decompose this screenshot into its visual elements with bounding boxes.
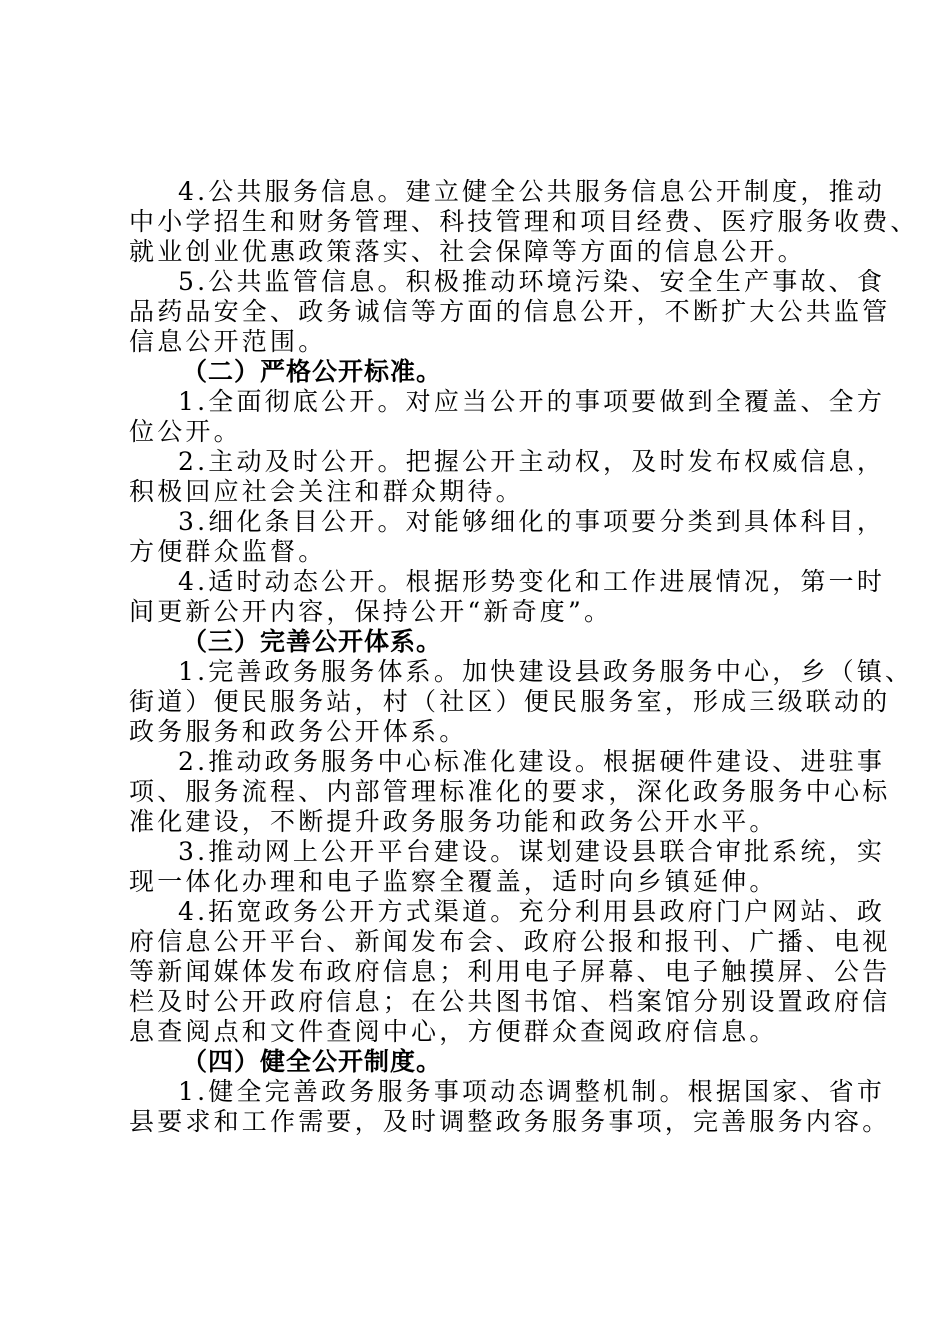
paragraph-line: 品药品安全、政务诚信等方面的信息公开，不断扩大公共监管 <box>129 297 891 326</box>
paragraph-line: 间更新公开内容，保持公开“新奇度”。 <box>129 597 613 626</box>
paragraph-line: 项、服务流程、内部管理标准化的要求，深化政务服务中心标 <box>129 777 891 806</box>
paragraph-line: 2.推动政务服务中心标准化建设。根据硬件建设、进驻事 <box>178 747 886 776</box>
paragraph-line: 4.拓宽政务公开方式渠道。充分利用县政府门户网站、政 <box>178 897 886 926</box>
paragraph-line: 准化建设，不断提升政务服务功能和政务公开水平。 <box>129 807 778 836</box>
paragraph-line: 现一体化办理和电子监察全覆盖，适时向乡镇延伸。 <box>129 867 778 896</box>
paragraph-line: 1.完善政务服务体系。加快建设县政务服务中心，乡（镇、 <box>178 657 914 686</box>
paragraph-line: 3.推动网上公开平台建设。谋划建设县联合审批系统，实 <box>178 837 886 866</box>
section-heading: （四）健全公开制度。 <box>182 1047 443 1076</box>
section-heading: （二）严格公开标准。 <box>182 357 443 386</box>
paragraph-line: 4.公共服务信息。建立健全公共服务信息公开制度，推动 <box>178 177 886 206</box>
paragraph-line: 府信息公开平台、新闻发布会、政府公报和报刊、广播、电视 <box>129 927 891 956</box>
paragraph-line: 县要求和工作需要，及时调整政务服务事项，完善服务内容。 <box>129 1107 891 1136</box>
paragraph-line: 信息公开范围。 <box>129 327 327 356</box>
paragraph-line: 等新闻媒体发布政府信息；利用电子屏幕、电子触摸屏、公告 <box>129 957 891 986</box>
paragraph-line: 政务服务和政务公开体系。 <box>129 717 468 746</box>
paragraph-line: 1.健全完善政务服务事项动态调整机制。根据国家、省市 <box>178 1077 886 1106</box>
paragraph-line: 2.主动及时公开。把握公开主动权，及时发布权威信息， <box>178 447 886 476</box>
paragraph-line: 5.公共监管信息。积极推动环境污染、安全生产事故、食 <box>178 267 886 296</box>
paragraph-line: 积极回应社会关注和群众期待。 <box>129 477 524 506</box>
paragraph-line: 位公开。 <box>129 417 242 446</box>
paragraph-line: 3.细化条目公开。对能够细化的事项要分类到具体科目， <box>178 507 886 536</box>
paragraph-line: 息查阅点和文件查阅中心，方便群众查阅政府信息。 <box>129 1017 778 1046</box>
paragraph-line: 栏及时公开政府信息；在公共图书馆、档案馆分别设置政府信 <box>129 987 891 1016</box>
paragraph-line: 方便群众监督。 <box>129 537 327 566</box>
paragraph-line: 中小学招生和财务管理、科技管理和项目经费、医疗服务收费、 <box>129 207 919 236</box>
paragraph-line: 4.适时动态公开。根据形势变化和工作进展情况，第一时 <box>178 567 886 596</box>
paragraph-line: 街道）便民服务站，村（社区）便民服务室，形成三级联动的 <box>129 687 891 716</box>
paragraph-line: 1.全面彻底公开。对应当公开的事项要做到全覆盖、全方 <box>178 387 886 416</box>
paragraph-line: 就业创业优惠政策落实、社会保障等方面的信息公开。 <box>129 237 806 266</box>
section-heading: （三）完善公开体系。 <box>182 627 443 656</box>
